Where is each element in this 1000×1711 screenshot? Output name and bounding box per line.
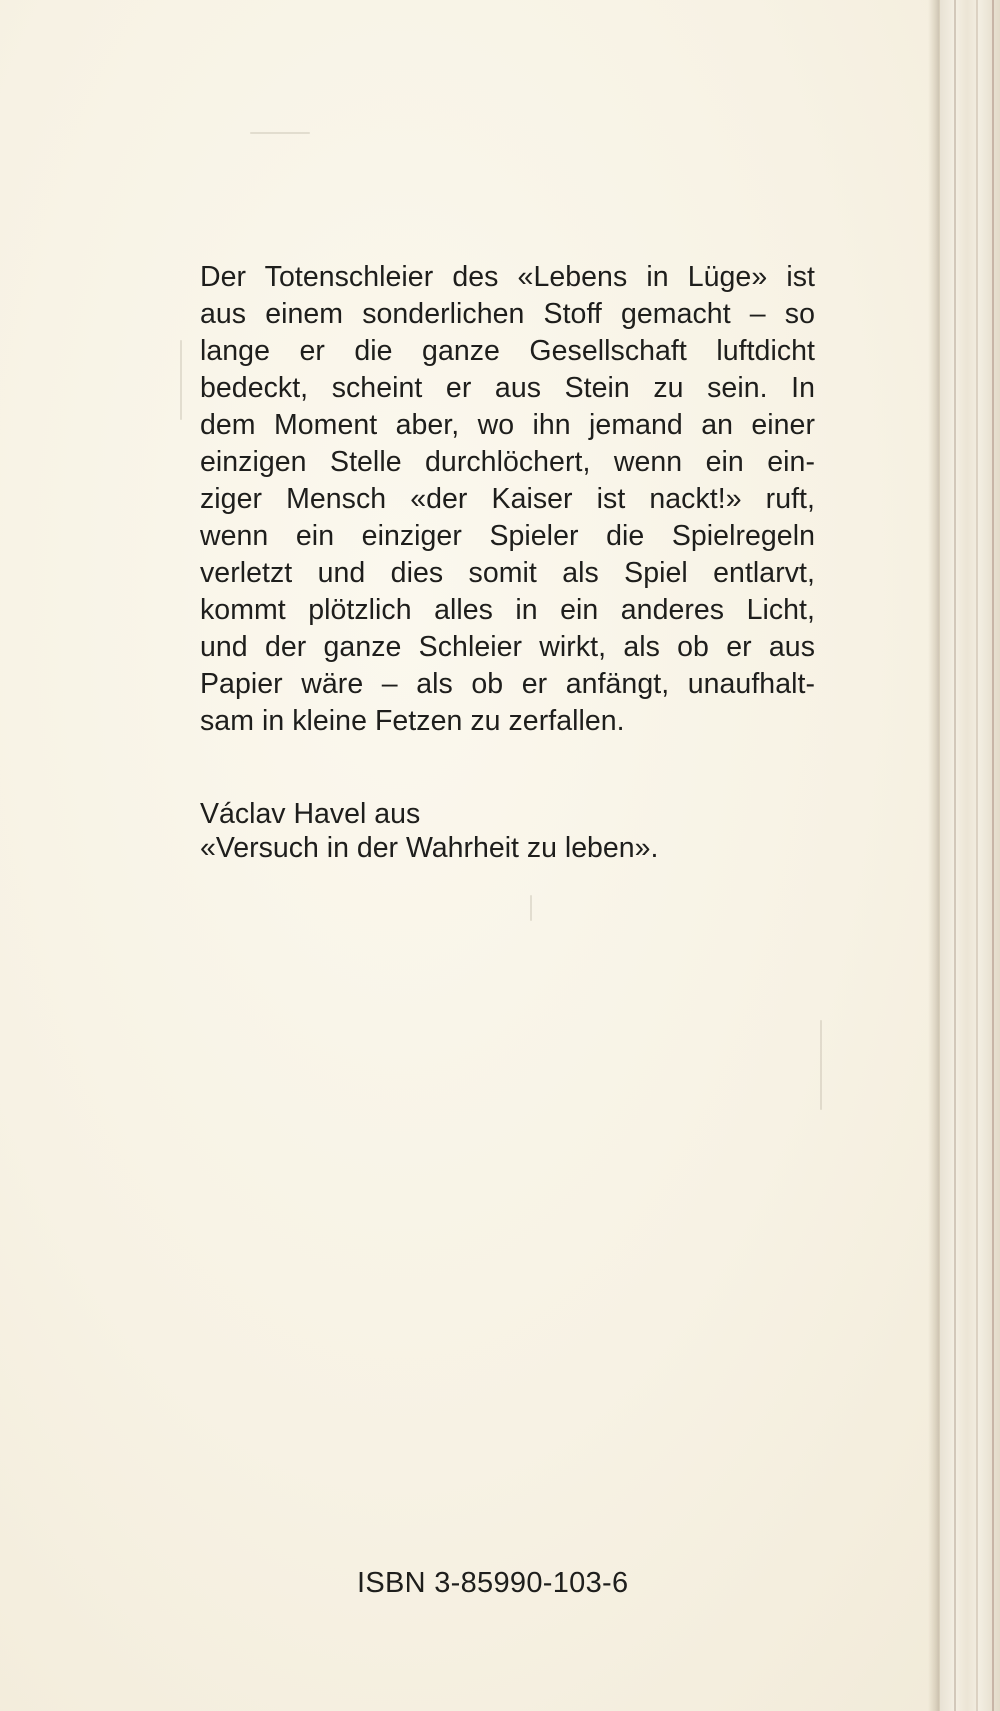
page-edge-line — [976, 0, 978, 1711]
quote-line: Papier wäre – als ob er anfängt, unaufhalt- — [200, 668, 815, 700]
cover-scuff — [250, 132, 310, 134]
page-edges — [939, 0, 1000, 1711]
page-edge-line — [992, 0, 994, 1711]
quote-line: und der ganze Schleier wirkt, als ob er aus — [200, 631, 815, 663]
quote-attribution — [200, 797, 815, 865]
quote-line: einzigen Stelle durchlöchert, wenn ein ein- — [200, 446, 815, 478]
cover-scuff — [530, 895, 532, 921]
quote-line: Der Totenschleier des «Lebens in Lüge» ist — [200, 261, 815, 293]
attribution-work: «Versuch in der Wahrheit zu leben». — [200, 832, 659, 864]
cover-scuff — [180, 340, 182, 420]
cover-scuff — [820, 1020, 822, 1110]
quote-line: verletzt und dies somit als Spiel entlarvt, — [200, 557, 815, 589]
quote-line: ziger Mensch «der Kaiser ist nackt!» ruft, — [200, 483, 815, 515]
quote-line: wenn ein einziger Spieler die Spielregeln — [200, 520, 815, 552]
quote-line: lange er die ganze Gesellschaft luftdicht — [200, 335, 815, 367]
quote-line: sam in kleine Fetzen zu zerfallen. — [200, 705, 625, 737]
isbn-number: ISBN 3-85990-103-6 — [357, 1567, 629, 1599]
quote-line: dem Moment aber, wo ihn jemand an einer — [200, 409, 815, 441]
attribution-author: Václav Havel aus — [200, 798, 421, 830]
quote-line: kommt plötzlich alles in ein anderes Licht, — [200, 594, 815, 626]
quote-line: bedeckt, scheint er aus Stein zu sein. In — [200, 372, 815, 404]
quote-text — [200, 259, 815, 740]
quote-line: aus einem sonderlichen Stoff gemacht – so — [200, 298, 815, 330]
page-edge-line — [954, 0, 956, 1711]
